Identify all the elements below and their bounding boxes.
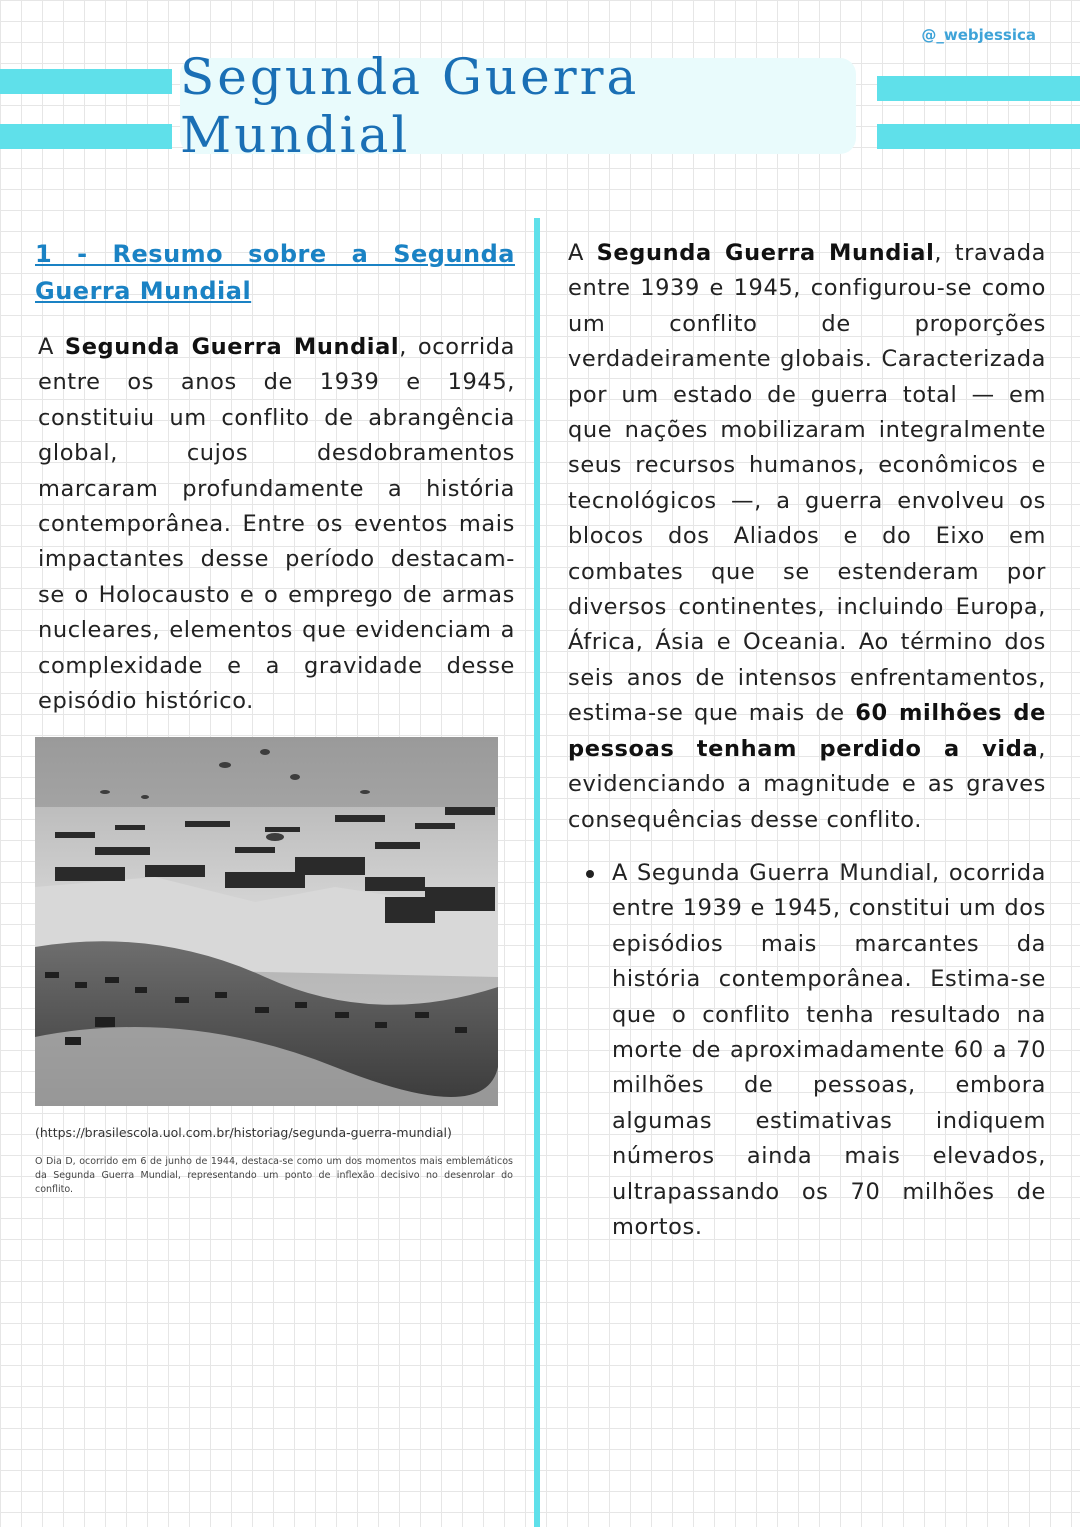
section-heading[interactable]: 1 - Resumo sobre a Segunda Guerra Mundial [35,240,515,305]
author-handle: @_webjessica [921,26,1036,44]
intro-bold-term: Segunda Guerra Mundial [64,334,400,360]
photo-source: (https://brasilescola.uol.com.br/historiag/segunda-guerra-mundial) [35,1125,452,1141]
main-text-end: , evidenciando a magnitude e as graves consequências desse conflito. [568,735,1046,833]
main-paragraph [568,236,1046,838]
decor-stripe-left-bottom [0,124,172,149]
right-column [568,236,1046,1245]
main-bold-term: Segunda Guerra Mundial [596,240,935,266]
page-title: Segunda Guerra Mundial [180,48,640,164]
decor-stripe-right-bottom [877,124,1080,149]
decor-stripe-left-top [0,69,172,94]
bullet-list [568,856,1046,1245]
main-text-middle: , travada entre 1939 e 1945, configurou-se como um conflito de proporções verdadeiramente globais. Caracterizada por um estado de guerra total — em que nações mobilizaram integralmente seus recursos humanos, econômicos e tecnológicos —, a guerra envolveu os blocos dos Aliados e do Eixo em combates que se estenderam por diversos continentes, incluindo Europa, África, Ásia e Oceania. Ao término dos seis anos de intensos enfrentamentos, estima-se que mais de [568,240,1046,727]
left-column [35,236,515,1197]
list-item [612,856,1046,1245]
intro-text-rest: , ocorrida entre os anos de 1939 e 1945, constituiu um conflito de abrangência global, cujos desdobramentos marcaram profundamente a história contemporânea. Entre os eventos mais impactantes desse período destacam-se o Holocausto e o emprego de armas nucleares, elementos que evidenciam a complexidade e a gravidade desse episódio histórico. [38,334,515,715]
main-bold-statistic: 60 milhões de pessoas tenham perdido a vida [568,700,1046,762]
intro-text-start: A [38,334,65,360]
decor-stripe-right-top [877,76,1080,101]
bullet-text: A Segunda Guerra Mundial, ocorrida entre 1939 e 1945, constitui um dos episódios mais marcantes da história contemporânea. Estima-se que o conflito tenha resultado na morte de aproximadamente 60 a 70 milhões de pessoas, embora algumas estimativas indiquem números ainda mais elevados, ultrapassando os 70 milhões de mortos. [612,859,1046,1240]
photo-caption: O Dia D, ocorrido em 6 de junho de 1944, destaca-se como um dos momentos mais emblemáticos da Segunda Guerra Mundial, representando um ponto de inflexão decisivo no desenrolar do conflito. [35,1156,513,1196]
title-banner [180,48,856,164]
intro-paragraph [35,330,515,719]
main-text-start: A [568,240,597,266]
bullet-dot-icon [586,870,594,878]
d-day-photo [35,737,498,1106]
column-divider [534,218,540,1527]
